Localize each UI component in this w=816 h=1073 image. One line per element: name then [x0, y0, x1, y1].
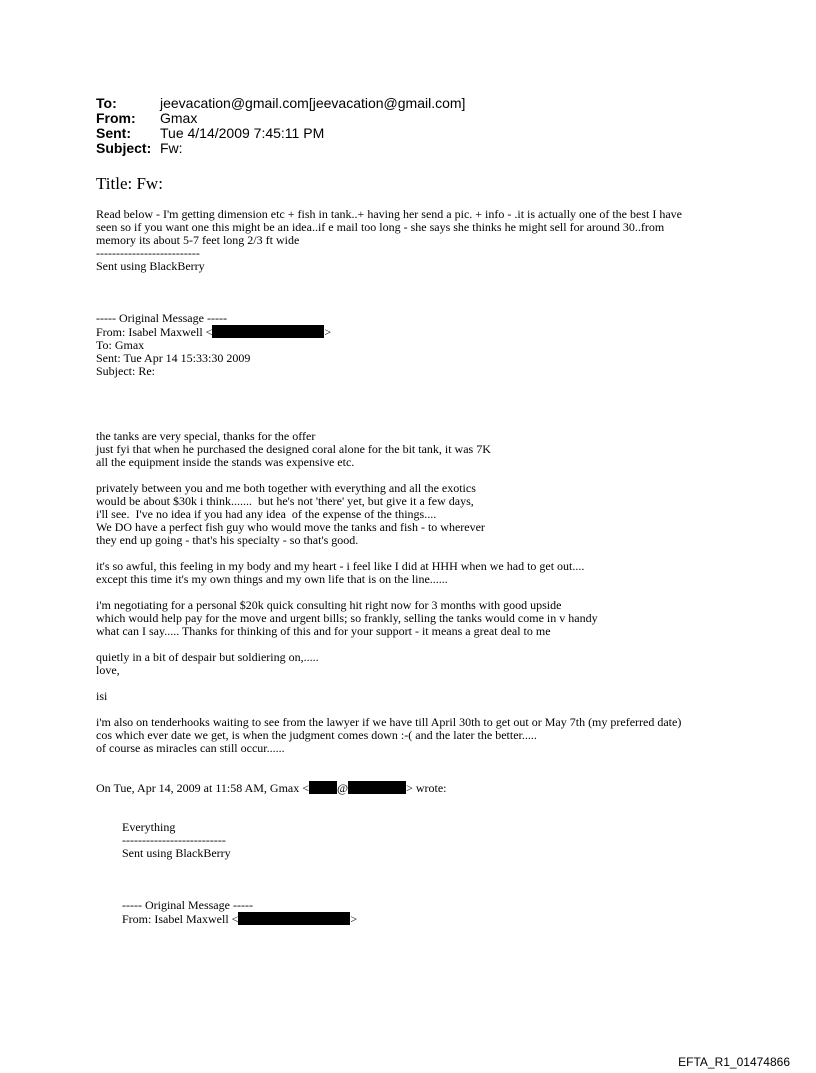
intro-line: memory its about 5-7 feet long 2/3 ft wide: [96, 233, 300, 247]
signature-separator: --------------------------: [96, 246, 200, 260]
message-line: of course as miracles can still occur......: [96, 741, 285, 755]
message-line: all the equipment inside the stands was expensive etc.: [96, 455, 355, 469]
message-line: privately between you and me both together with everything and all the exotics: [96, 481, 476, 495]
from-value: Gmax: [160, 110, 198, 126]
document-title: Title: Fw:: [96, 174, 163, 193]
original-message-heading: ----- Original Message -----: [122, 898, 253, 912]
subject-row: [96, 141, 465, 156]
message-line: i'm negotiating for a personal $20k quick consulting hit right now for 3 months with good upside: [96, 598, 562, 612]
document-id: EFTA_R1_01474866: [678, 1055, 790, 1069]
message-line: just fyi that when he purchased the designed coral alone for the bit tank, it was 7K: [96, 442, 491, 456]
original-from: From: Isabel Maxwell < >: [96, 325, 332, 339]
message-line: which would help pay for the move and urgent bills; so frankly, selling the tanks would come in v handy: [96, 611, 598, 625]
email-header: [96, 96, 465, 156]
message-signoff: isi: [96, 689, 108, 703]
redaction-bar: [212, 325, 324, 338]
original-from: From: Isabel Maxwell < >: [122, 912, 358, 926]
to-value: jeevacation@gmail.com[jeevacation@gmail.com]: [160, 95, 466, 111]
sent-value: Tue 4/14/2009 7:45:11 PM: [160, 125, 325, 141]
redaction-bar: [309, 781, 337, 794]
to-row: [96, 96, 465, 111]
message-line: i'll see. I've no idea if you had any idea of the expense of the things....: [96, 507, 437, 521]
message-line: cos which ever date we get, is when the judgment comes down :-( and the later the better.....: [96, 728, 537, 742]
subject-label: Subject:: [96, 140, 152, 156]
message-line: would be about $30k i think....... but he's not 'there' yet, but give it a few days,: [96, 494, 474, 508]
signature-separator: --------------------------: [122, 833, 226, 847]
original-subject: Subject: Re:: [96, 364, 155, 378]
message-line: quietly in a bit of despair but soldiering on,.....: [96, 650, 319, 664]
message-line: what can I say..... Thanks for thinking of this and for your support - it means a great deal to me: [96, 624, 551, 638]
signature: Sent using BlackBerry: [96, 259, 205, 273]
message-line: they end up going - that's his specialty - so that's good.: [96, 533, 359, 547]
quoted-text: Everything: [122, 820, 176, 834]
quoted-message: [96, 821, 786, 926]
intro-line: Read below - I'm getting dimension etc + fish in tank..+ having her send a pic. + info - .it is actually one of the best I have: [96, 207, 682, 221]
quote-attribution: On Tue, Apr 14, 2009 at 11:58 AM, Gmax < @ > wrote:: [96, 781, 447, 795]
original-to: To: Gmax: [96, 338, 145, 352]
from-label: From:: [96, 110, 136, 126]
signature: Sent using BlackBerry: [122, 846, 231, 860]
email-body: [96, 208, 786, 926]
original-sent: Sent: Tue Apr 14 15:33:30 2009: [96, 351, 251, 365]
message-line: love,: [96, 663, 120, 677]
redaction-bar: [348, 781, 406, 794]
intro-line: seen so if you want one this might be an idea..if e mail too long - she says she thinks he might sell for around 30..from: [96, 220, 665, 234]
message-line: We DO have a perfect fish guy who would move the tanks and fish - to wherever: [96, 520, 485, 534]
message-line: it's so awful, this feeling in my body and my heart - i feel like I did at HHH when we had to get out....: [96, 559, 585, 573]
sent-label: Sent:: [96, 125, 131, 141]
message-line: except this time it's my own things and my own life that is on the line......: [96, 572, 448, 586]
subject-value: Fw:: [160, 140, 183, 156]
redaction-bar: [238, 912, 350, 925]
message-line: i'm also on tenderhooks waiting to see from the lawyer if we have till April 30th to get out or May 7th (my preferred date): [96, 715, 682, 729]
from-row: [96, 111, 465, 126]
original-message-heading: ----- Original Message -----: [96, 311, 227, 325]
message-line: the tanks are very special, thanks for the offer: [96, 429, 316, 443]
to-label: To:: [96, 95, 117, 111]
sent-row: [96, 126, 465, 141]
